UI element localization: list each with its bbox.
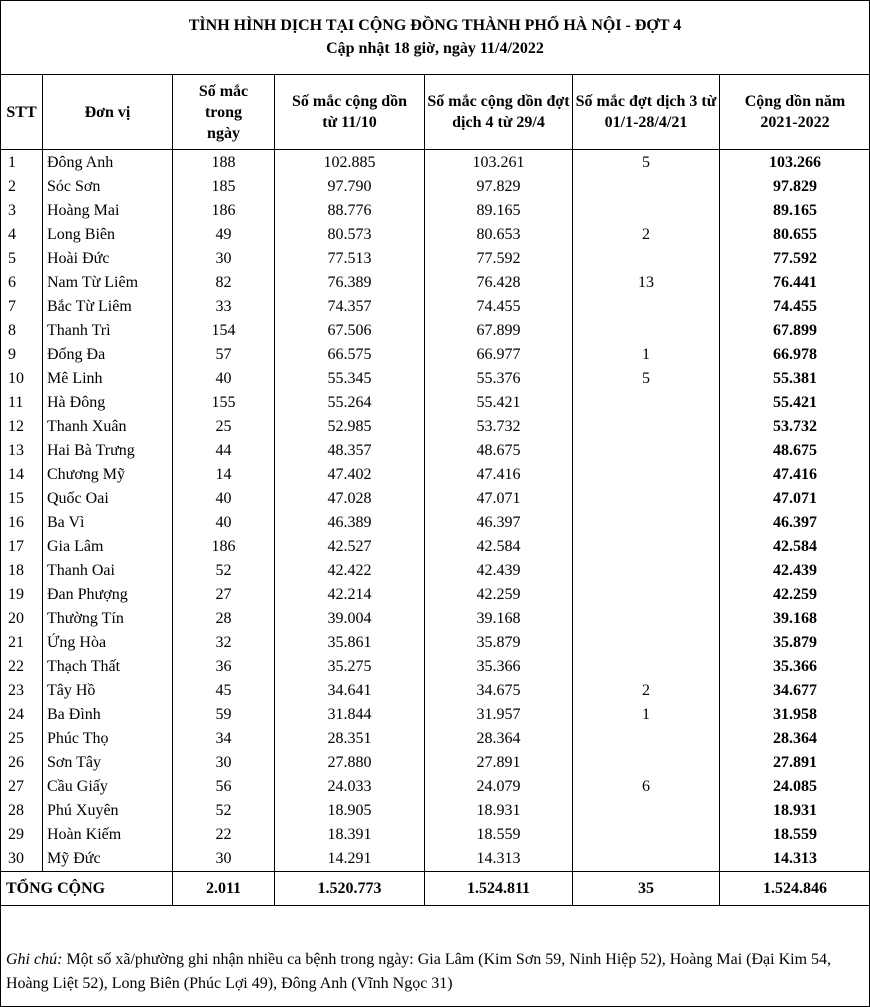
row-total: 103.266 [720, 150, 870, 176]
row-unit: Gia Lâm [43, 535, 173, 559]
row-stt: 4 [1, 223, 43, 247]
row-cumulative: 28.351 [275, 727, 425, 751]
col-header-daily: Số mắc trong ngày [173, 75, 275, 150]
row-stt: 27 [1, 775, 43, 799]
row-stt: 9 [1, 343, 43, 367]
row-total: 18.931 [720, 799, 870, 823]
row-cumulative: 66.575 [275, 343, 425, 367]
row-stt: 15 [1, 487, 43, 511]
row-unit: Thanh Xuân [43, 415, 173, 439]
row-daily: 25 [173, 415, 275, 439]
row-daily: 186 [173, 199, 275, 223]
row-daily: 30 [173, 751, 275, 775]
row-stt: 29 [1, 823, 43, 847]
col-header-wave3: Số mắc đợt dịch 3 từ 01/1-28/4/21 [573, 75, 720, 150]
row-wave4: 76.428 [425, 271, 573, 295]
row-unit: Hà Đông [43, 391, 173, 415]
row-cumulative: 46.389 [275, 511, 425, 535]
row-wave4: 42.439 [425, 559, 573, 583]
row-unit: Hoàng Mai [43, 199, 173, 223]
row-stt: 23 [1, 679, 43, 703]
row-wave3: 6 [573, 775, 720, 799]
totals-cumulative: 1.520.773 [275, 872, 425, 906]
row-stt: 7 [1, 295, 43, 319]
row-cumulative: 80.573 [275, 223, 425, 247]
row-cumulative: 55.345 [275, 367, 425, 391]
row-daily: 40 [173, 367, 275, 391]
row-cumulative: 35.275 [275, 655, 425, 679]
row-daily: 34 [173, 727, 275, 751]
row-total: 80.655 [720, 223, 870, 247]
row-cumulative: 31.844 [275, 703, 425, 727]
row-stt: 8 [1, 319, 43, 343]
row-total: 24.085 [720, 775, 870, 799]
row-unit: Tây Hồ [43, 679, 173, 703]
col-header-stt: STT [1, 75, 43, 150]
row-total: 34.677 [720, 679, 870, 703]
row-total: 42.259 [720, 583, 870, 607]
row-daily: 52 [173, 559, 275, 583]
row-stt: 11 [1, 391, 43, 415]
row-total: 74.455 [720, 295, 870, 319]
row-total: 76.441 [720, 271, 870, 295]
row-daily: 30 [173, 847, 275, 872]
totals-label: TỔNG CỘNG [1, 872, 173, 906]
row-cumulative: 42.214 [275, 583, 425, 607]
row-unit: Sóc Sơn [43, 175, 173, 199]
row-stt: 10 [1, 367, 43, 391]
row-wave4: 80.653 [425, 223, 573, 247]
row-wave4: 74.455 [425, 295, 573, 319]
row-total: 55.421 [720, 391, 870, 415]
row-cumulative: 24.033 [275, 775, 425, 799]
row-stt: 2 [1, 175, 43, 199]
row-wave4: 35.879 [425, 631, 573, 655]
row-wave3: 1 [573, 343, 720, 367]
row-daily: 40 [173, 487, 275, 511]
row-unit: Hoài Đức [43, 247, 173, 271]
row-cumulative: 97.790 [275, 175, 425, 199]
row-unit: Long Biên [43, 223, 173, 247]
row-unit: Mê Linh [43, 367, 173, 391]
row-total: 35.366 [720, 655, 870, 679]
col-header-total: Cộng dồn năm 2021-2022 [720, 75, 870, 150]
row-unit: Thạch Thất [43, 655, 173, 679]
row-stt: 17 [1, 535, 43, 559]
row-cumulative: 18.391 [275, 823, 425, 847]
row-unit: Thường Tín [43, 607, 173, 631]
row-unit: Hoàn Kiếm [43, 823, 173, 847]
row-total: 28.364 [720, 727, 870, 751]
row-total: 66.978 [720, 343, 870, 367]
row-wave4: 97.829 [425, 175, 573, 199]
footnote-label: Ghi chú: [6, 951, 63, 968]
row-unit: Sơn Tây [43, 751, 173, 775]
row-cumulative: 42.527 [275, 535, 425, 559]
row-wave3: 13 [573, 271, 720, 295]
row-daily: 188 [173, 150, 275, 176]
row-unit: Đan Phượng [43, 583, 173, 607]
row-cumulative: 48.357 [275, 439, 425, 463]
row-daily: 49 [173, 223, 275, 247]
row-daily: 59 [173, 703, 275, 727]
row-unit: Quốc Oai [43, 487, 173, 511]
row-stt: 14 [1, 463, 43, 487]
row-total: 27.891 [720, 751, 870, 775]
row-cumulative: 77.513 [275, 247, 425, 271]
row-unit: Thanh Oai [43, 559, 173, 583]
row-cumulative: 67.506 [275, 319, 425, 343]
row-cumulative: 102.885 [275, 150, 425, 176]
row-unit: Bắc Từ Liêm [43, 295, 173, 319]
row-total: 18.559 [720, 823, 870, 847]
row-stt: 12 [1, 415, 43, 439]
row-wave4: 55.421 [425, 391, 573, 415]
row-cumulative: 88.776 [275, 199, 425, 223]
row-cumulative: 42.422 [275, 559, 425, 583]
row-unit: Hai Bà Trưng [43, 439, 173, 463]
totals-daily: 2.011 [173, 872, 275, 906]
row-unit: Thanh Trì [43, 319, 173, 343]
row-wave4: 46.397 [425, 511, 573, 535]
row-cumulative: 27.880 [275, 751, 425, 775]
row-total: 39.168 [720, 607, 870, 631]
row-stt: 18 [1, 559, 43, 583]
row-total: 77.592 [720, 247, 870, 271]
row-stt: 28 [1, 799, 43, 823]
row-daily: 52 [173, 799, 275, 823]
col-header-wave4: Số mắc cộng dồn đợt dịch 4 từ 29/4 [425, 75, 573, 150]
row-unit: Chương Mỹ [43, 463, 173, 487]
row-daily: 36 [173, 655, 275, 679]
row-unit: Ứng Hòa [43, 631, 173, 655]
row-cumulative: 39.004 [275, 607, 425, 631]
row-stt: 25 [1, 727, 43, 751]
row-wave3: 2 [573, 223, 720, 247]
row-daily: 45 [173, 679, 275, 703]
row-stt: 30 [1, 847, 43, 872]
row-wave4: 48.675 [425, 439, 573, 463]
row-stt: 20 [1, 607, 43, 631]
row-daily: 57 [173, 343, 275, 367]
row-wave4: 27.891 [425, 751, 573, 775]
row-stt: 16 [1, 511, 43, 535]
col-header-unit: Đơn vị [43, 75, 173, 150]
row-wave4: 47.416 [425, 463, 573, 487]
row-daily: 40 [173, 511, 275, 535]
row-unit: Nam Từ Liêm [43, 271, 173, 295]
row-wave4: 31.957 [425, 703, 573, 727]
row-cumulative: 35.861 [275, 631, 425, 655]
row-wave4: 89.165 [425, 199, 573, 223]
row-unit: Phúc Thọ [43, 727, 173, 751]
page-subtitle: Cập nhật 18 giờ, ngày 11/4/2022 [326, 40, 544, 57]
row-cumulative: 47.402 [275, 463, 425, 487]
row-unit: Phú Xuyên [43, 799, 173, 823]
row-wave3: 1 [573, 703, 720, 727]
row-cumulative: 76.389 [275, 271, 425, 295]
totals-wave4: 1.524.811 [425, 872, 573, 906]
row-wave4: 103.261 [425, 150, 573, 176]
row-total: 67.899 [720, 319, 870, 343]
row-unit: Cầu Giấy [43, 775, 173, 799]
row-daily: 28 [173, 607, 275, 631]
row-wave4: 18.931 [425, 799, 573, 823]
row-stt: 21 [1, 631, 43, 655]
footnote-text: Một số xã/phường ghi nhận nhiều ca bệnh trong ngày: Gia Lâm (Kim Sơn 59, Ninh Hiệp 52), Hoàng Mai (Đại Kim 54, Hoàng Liệt 52), Long Biên (Phúc Lợi 49), Đông Anh (Vĩnh Ngọc 31) [6, 951, 832, 992]
row-total: 35.879 [720, 631, 870, 655]
row-unit: Đống Đa [43, 343, 173, 367]
row-daily: 22 [173, 823, 275, 847]
row-daily: 186 [173, 535, 275, 559]
row-stt: 26 [1, 751, 43, 775]
row-unit: Ba Vì [43, 511, 173, 535]
row-wave4: 34.675 [425, 679, 573, 703]
row-wave4: 24.079 [425, 775, 573, 799]
row-wave4: 66.977 [425, 343, 573, 367]
row-wave4: 18.559 [425, 823, 573, 847]
row-daily: 56 [173, 775, 275, 799]
row-cumulative: 74.357 [275, 295, 425, 319]
row-total: 89.165 [720, 199, 870, 223]
row-wave4: 42.584 [425, 535, 573, 559]
row-cumulative: 47.028 [275, 487, 425, 511]
row-cumulative: 14.291 [275, 847, 425, 872]
col-header-cumulative: Số mắc cộng dồn từ 11/10 [275, 75, 425, 150]
row-daily: 33 [173, 295, 275, 319]
row-cumulative: 55.264 [275, 391, 425, 415]
row-stt: 1 [1, 150, 43, 176]
row-wave4: 67.899 [425, 319, 573, 343]
row-unit: Ba Đình [43, 703, 173, 727]
row-wave4: 28.364 [425, 727, 573, 751]
row-wave4: 39.168 [425, 607, 573, 631]
row-daily: 27 [173, 583, 275, 607]
page-title: TÌNH HÌNH DỊCH TẠI CỘNG ĐỒNG THÀNH PHỐ HÀ NỘI - ĐỢT 4 [188, 17, 682, 34]
row-cumulative: 18.905 [275, 799, 425, 823]
row-stt: 19 [1, 583, 43, 607]
row-total: 14.313 [720, 847, 870, 872]
row-daily: 155 [173, 391, 275, 415]
row-cumulative: 34.641 [275, 679, 425, 703]
row-wave3: 5 [573, 150, 720, 176]
row-wave4: 35.366 [425, 655, 573, 679]
row-total: 46.397 [720, 511, 870, 535]
row-total: 47.416 [720, 463, 870, 487]
totals-wave3: 35 [573, 872, 720, 906]
row-total: 97.829 [720, 175, 870, 199]
row-total: 48.675 [720, 439, 870, 463]
row-total: 42.584 [720, 535, 870, 559]
row-stt: 5 [1, 247, 43, 271]
row-wave3: 2 [573, 679, 720, 703]
totals-total: 1.524.846 [720, 872, 870, 906]
row-daily: 44 [173, 439, 275, 463]
row-total: 53.732 [720, 415, 870, 439]
row-daily: 32 [173, 631, 275, 655]
row-stt: 3 [1, 199, 43, 223]
row-wave3: 5 [573, 367, 720, 391]
row-wave4: 42.259 [425, 583, 573, 607]
row-wave4: 77.592 [425, 247, 573, 271]
row-daily: 185 [173, 175, 275, 199]
row-wave4: 14.313 [425, 847, 573, 872]
row-daily: 82 [173, 271, 275, 295]
row-daily: 154 [173, 319, 275, 343]
row-stt: 22 [1, 655, 43, 679]
row-total: 47.071 [720, 487, 870, 511]
row-daily: 30 [173, 247, 275, 271]
row-daily: 14 [173, 463, 275, 487]
row-stt: 13 [1, 439, 43, 463]
row-unit: Mỹ Đức [43, 847, 173, 872]
row-wave4: 53.732 [425, 415, 573, 439]
row-total: 55.381 [720, 367, 870, 391]
row-wave4: 47.071 [425, 487, 573, 511]
row-wave4: 55.376 [425, 367, 573, 391]
row-total: 42.439 [720, 559, 870, 583]
row-total: 31.958 [720, 703, 870, 727]
row-cumulative: 52.985 [275, 415, 425, 439]
row-stt: 24 [1, 703, 43, 727]
row-unit: Đông Anh [43, 150, 173, 176]
row-stt: 6 [1, 271, 43, 295]
